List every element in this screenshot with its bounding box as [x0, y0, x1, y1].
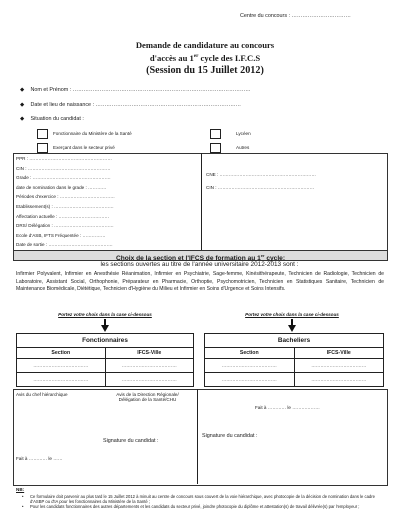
date-lieu-label: Date et lieu de naissance : ……………………………………………………………………… [30, 102, 242, 108]
note-item-2: • Pour les candidats fonctionnaires des autres départements et les candidats du secteur privé, joindre photocopie du diplôme et attestation(s) de travail délivrée(s) par l'employeur ; [22, 504, 360, 510]
date-sortie-field[interactable]: Date de sortie : …………………………………… [16, 242, 113, 248]
fonctionnaire-fields [16, 156, 196, 252]
nom-prenom-label: Nom et Prénom : ……………………………………………………………………………………… [30, 87, 251, 93]
col-ifcs-right: IFCS-Ville [294, 348, 384, 359]
autres-checkbox[interactable] [210, 143, 221, 153]
bachelier-fields [206, 172, 381, 198]
sections-list-text: Infirmier Polyvalent, Infirmier en Anesthésie Réanimation, Infirmier en Psychiatrie, Sage-femme, Kinésithérapeute, Technicien de Radiologie, Technicien de Laboratoire, Assistant Social, Orthophonie, Préparateur en Pharmacie, Orthoptie, Psychomotricien, Technicien en Statistiques Sanitaire, Technicien de Maintenance Biomédicale, Diététique, Technicien d'Hygiène du Milieu et Infirmier en Soins d'Urgence et Soins Intensifs. [16, 271, 384, 293]
situation-row [20, 116, 380, 122]
page-title [60, 40, 350, 77]
signature-right-label: Signature du candidat : [202, 433, 258, 439]
cin-field[interactable]: CIN : ……………………………………………… [16, 165, 111, 171]
left-hint: Portez votre choix dans la case ci-dessous [58, 312, 152, 317]
lyceen-checkbox[interactable] [210, 129, 221, 139]
down-arrow-icon [288, 325, 296, 332]
date-nomination-field[interactable]: date de nomination dans le grade : ………… [16, 184, 107, 190]
section-cell-left-2[interactable]: ……………………………… [17, 373, 106, 387]
signatures-box [13, 389, 388, 486]
signature-left-label: Signature du candidat : [103, 438, 159, 444]
cin-right-field[interactable]: CIN : ……………………………………………………… [206, 185, 315, 190]
fait-a-right[interactable]: Fait à ………… le ……………… [255, 405, 320, 410]
lyceen-label: Lycéen [236, 131, 251, 136]
nom-prenom-row[interactable] [20, 87, 380, 93]
prive-checkbox[interactable] [37, 143, 48, 153]
autres-label: Autres [236, 145, 250, 150]
affectation-field[interactable]: Affectation actuelle : …………………………… [16, 213, 110, 219]
avis-direction-label: Avis de la Direction Régionale/ Délégation de la Santé/CHU [116, 392, 179, 403]
situation-label: Situation du candidat : [30, 116, 84, 122]
ifcs-cell-left-1[interactable]: ……………………………… [105, 359, 194, 373]
signatures-divider [197, 389, 198, 484]
fait-a-left[interactable]: Fait à ………… le …… [16, 456, 63, 461]
avis-chef-label: Avis du chef hiérarchique [16, 392, 68, 397]
diamond-bullet-icon: ◆ [20, 116, 25, 122]
ppr-field[interactable]: PPR : ……………………………………………… [16, 156, 112, 161]
prive-label: Exerçant dans le secteur privé [53, 145, 115, 150]
title-line-1: Demande de candidature au concours [135, 40, 275, 50]
ifcs-cell-right-1[interactable]: ……………………………… [294, 359, 384, 373]
section-cell-right-2[interactable]: ……………………………… [205, 373, 295, 387]
ifcs-cell-right-2[interactable]: ……………………………… [294, 373, 384, 387]
fonctionnaire-label: Fonctionnaire du Ministère de la Santé [53, 131, 132, 136]
form-divider [201, 153, 202, 250]
fonctionnaire-checkbox[interactable] [37, 129, 48, 139]
nb-label: NB: [16, 487, 25, 492]
col-ifcs-left: IFCS-Ville [105, 348, 194, 359]
col-section-right: Section [205, 348, 295, 359]
title-session: (Session du 15 Juillet 2012) [146, 64, 264, 76]
diamond-bullet-icon: ◆ [20, 102, 25, 108]
fonctionnaires-title: Fonctionnaires [17, 334, 194, 348]
note-item-1: • Ce formulaire doit parvenir au plus tard le 15 Juillet 2012 à minuit au centre de concours sous couvert de la voie hiérarchique, avec photocopie de la décision de nomination dans le cadre d'ASBP ou d'IA pour les fonctionnaires du Ministère de la Santé ; [22, 494, 375, 505]
right-hint: Portez votre choix dans la case ci-dessous [245, 312, 339, 317]
bacheliers-table [204, 333, 384, 387]
date-lieu-row[interactable] [20, 102, 380, 108]
diamond-bullet-icon: ◆ [20, 87, 25, 93]
notes-list [22, 494, 384, 510]
choix-section-heading: Choix de la section et l'IFCS de formation au 1er cycle: [13, 250, 388, 261]
title-line-2: d'accès au 1er cycle des I.F.C.S [149, 52, 261, 63]
down-arrow-icon [101, 325, 109, 332]
section-cell-left-1[interactable]: ……………………………… [17, 359, 106, 373]
centre-du-concours: Centre du concours : …………………………… [240, 13, 351, 19]
ecole-field[interactable]: Ecole d'ASB, IFTS Fréquentée : …………… [16, 232, 106, 238]
cne-field[interactable]: CNE : ……………………………………………………… [206, 172, 316, 177]
fonctionnaires-table [16, 333, 194, 387]
section-cell-right-1[interactable]: ……………………………… [205, 359, 295, 373]
grade-field[interactable]: Grade : …………………………………………… [16, 175, 111, 181]
bacheliers-title: Bacheliers [205, 334, 384, 348]
periodes-field[interactable]: Périodes d'exercice : ……………………………… [16, 194, 115, 200]
sections-ouvertes-subheading: les sections ouvertes au titre de l'année universitaire 2012-2013 sont : [100, 261, 299, 268]
drs-field[interactable]: DRS/ Délégation : ………………………………… [16, 223, 114, 229]
etablissement-field[interactable]: Etablissement(s) : ………………………………… [16, 203, 114, 209]
col-section-left: Section [17, 348, 106, 359]
ifcs-cell-left-2[interactable]: ……………………………… [105, 373, 194, 387]
